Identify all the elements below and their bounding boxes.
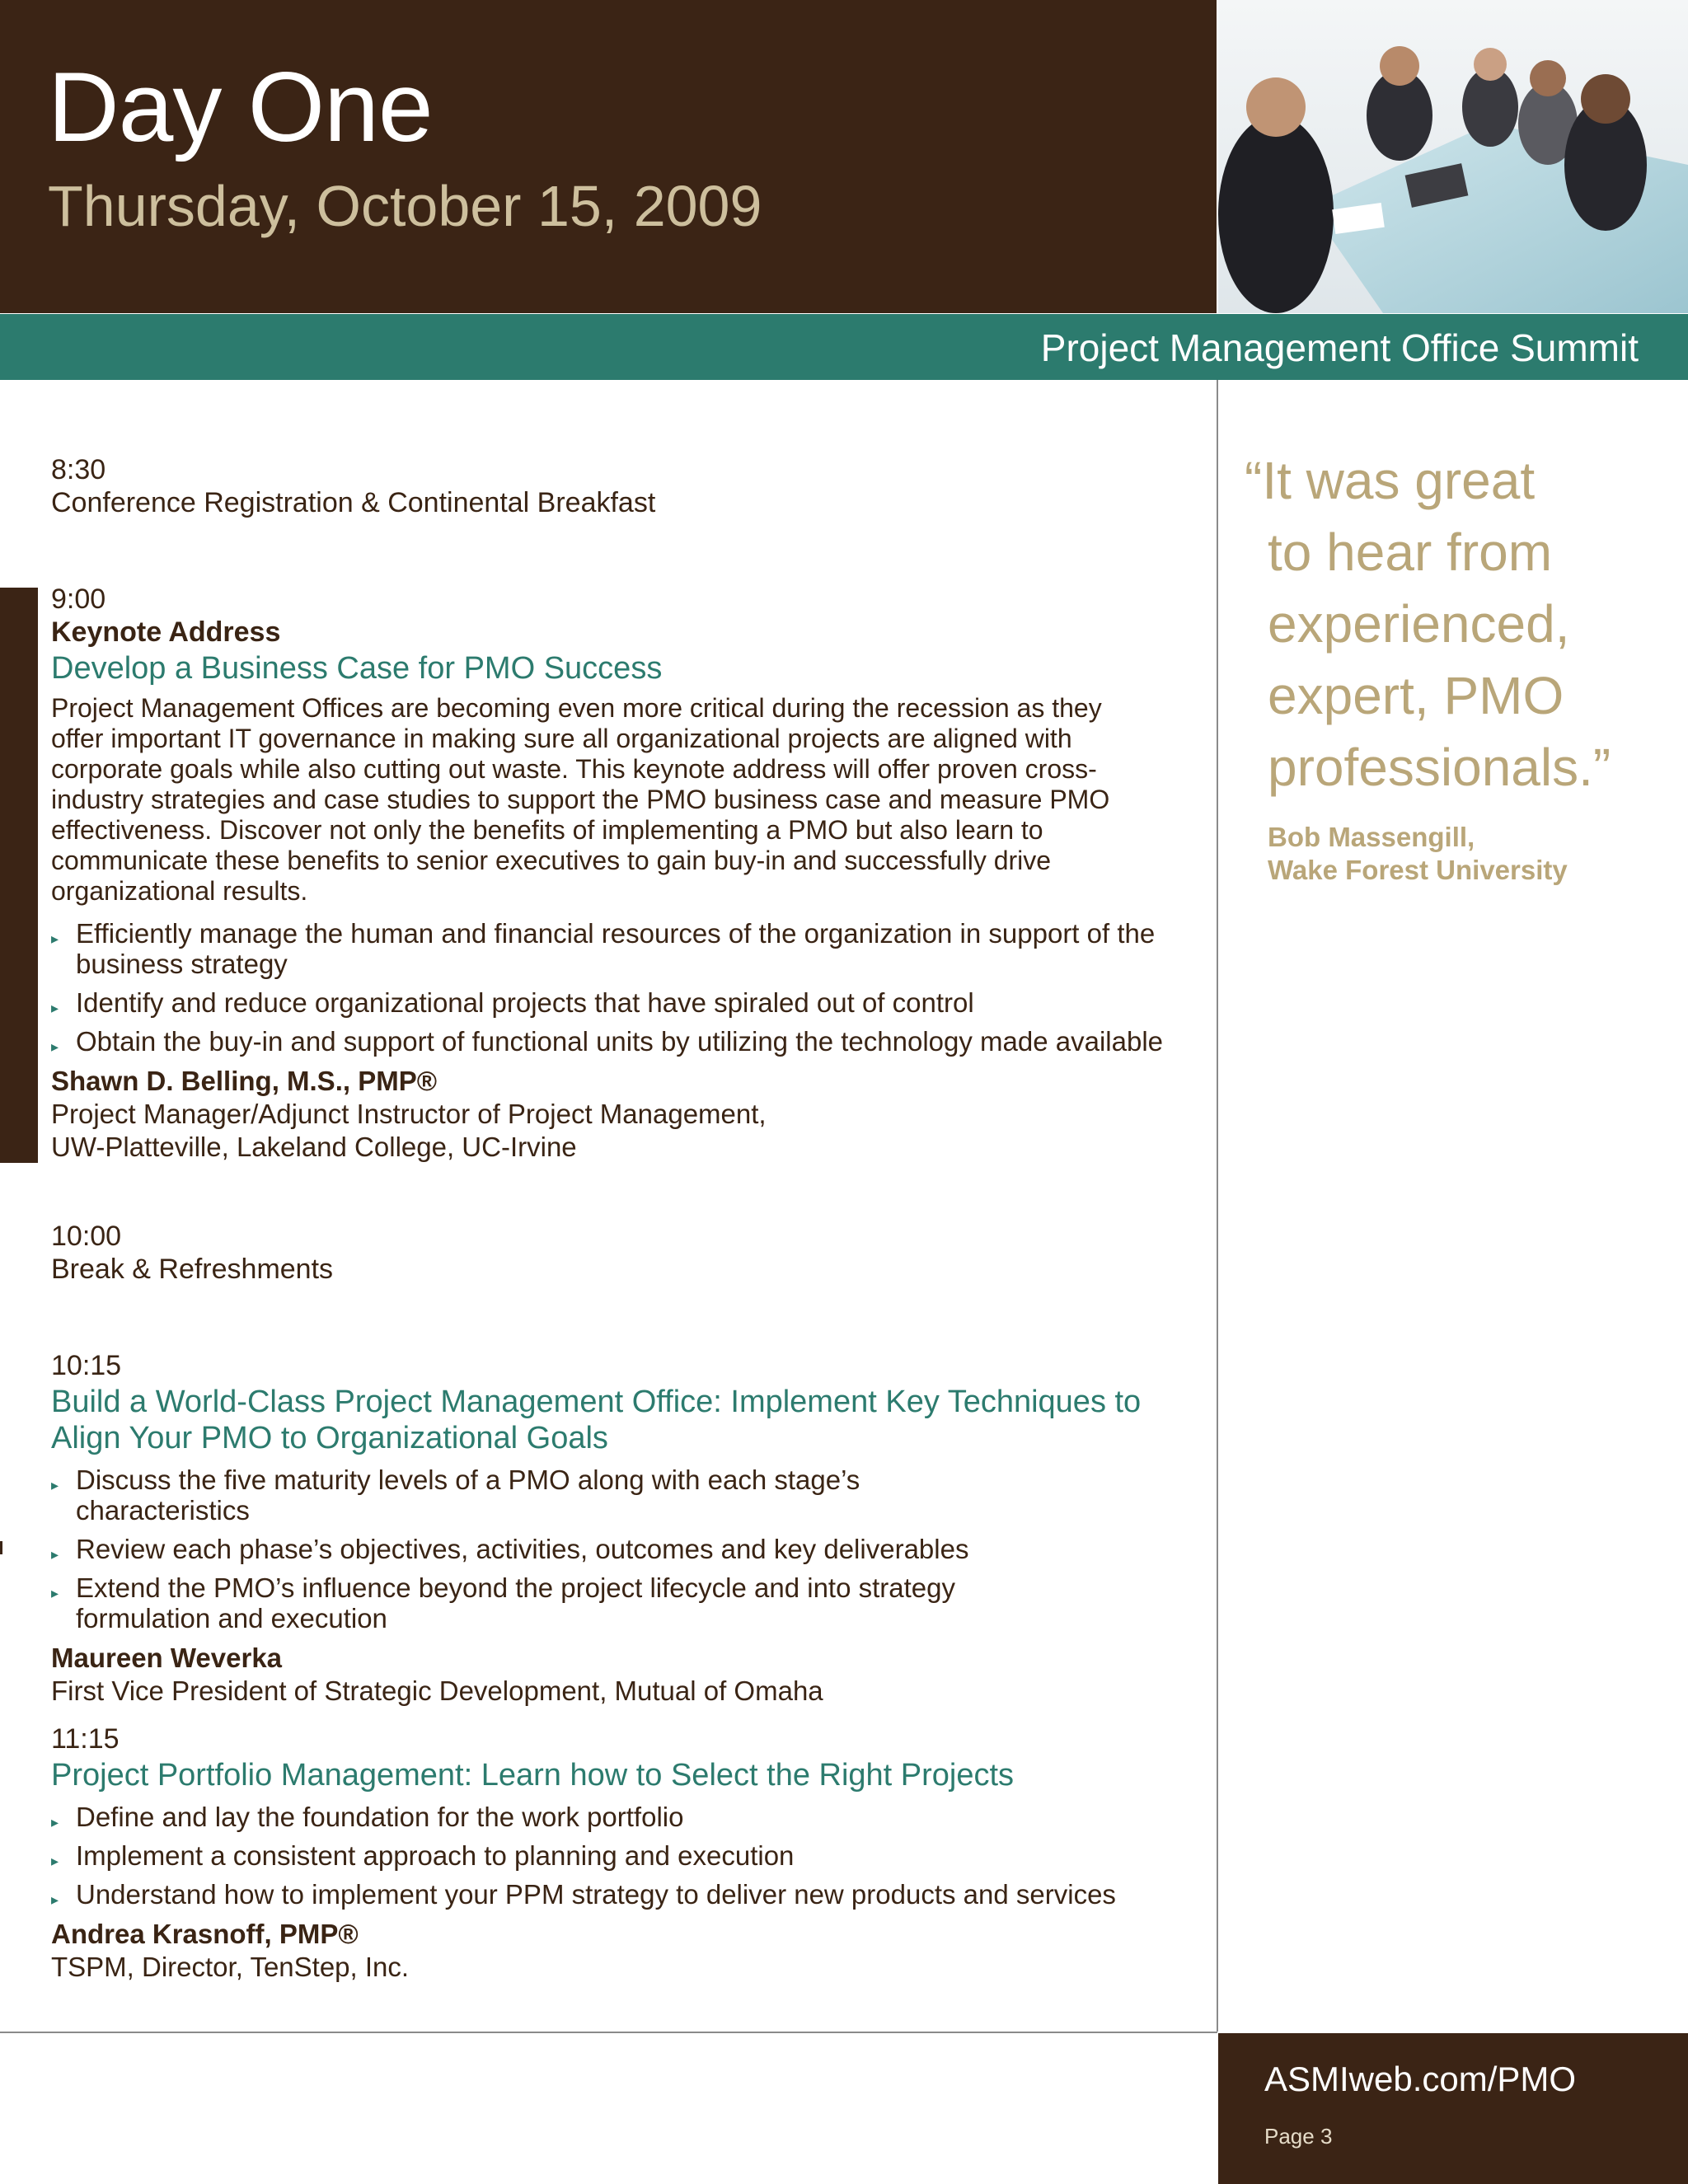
bullet-item: ▸ Efficiently manage the human and financial resources of the organization in support of the business strategy (51, 918, 1156, 979)
triangle-bullet-icon: ▸ (51, 1546, 59, 1563)
quote-line: experienced, (1268, 594, 1570, 654)
triangle-bullet-icon: ▸ (51, 1477, 59, 1493)
session-bullets (51, 1802, 1189, 1910)
session-title: Align Your PMO to Organizational Goals (51, 1421, 608, 1455)
session-time: 10:15 (51, 1350, 122, 1381)
session-time: 9:00 (51, 583, 106, 615)
quote-line: professionals.” (1268, 738, 1611, 797)
summit-banner (0, 314, 1688, 380)
schedule-item-1015 (51, 1349, 1189, 1708)
bullet-item: ▸ Understand how to implement your PPM strategy to deliver new products and services (51, 1879, 1189, 1910)
bullet-item: ▸ Implement a consistent approach to planning and execution (51, 1840, 1189, 1871)
triangle-bullet-icon: ▸ (51, 1585, 59, 1601)
session-time: 10:00 (51, 1221, 122, 1252)
speaker-affiliation: UW-Platteville, Lakeland College, UC-Irvine (51, 1132, 577, 1162)
schedule-item-0830 (51, 453, 1189, 519)
footer-divider (0, 2032, 1217, 2033)
page-number: Page 3 (1264, 2124, 1333, 2149)
footer-box (1218, 2033, 1688, 2184)
speaker-name: Andrea Krasnoff, PMP® (51, 1919, 359, 1949)
triangle-bullet-icon: ▸ (51, 1891, 59, 1908)
session-time: 11:15 (51, 1723, 120, 1755)
speaker-affiliation: Project Manager/Adjunct Instructor of Project Management, (51, 1099, 767, 1129)
quote-organization: Wake Forest University (1268, 855, 1568, 885)
column-divider (1217, 380, 1218, 2032)
bullet-item: ▸ Discuss the five maturity levels of a PMO along with each stage’s characteristics (51, 1465, 860, 1526)
bullet-item: ▸ Define and lay the foundation for the work portfolio (51, 1802, 1189, 1832)
speaker-name: Shawn D. Belling, M.S., PMP® (51, 1066, 438, 1096)
session-text: Break & Refreshments (51, 1254, 334, 1285)
quote-author: Bob Massengill, (1268, 822, 1475, 852)
schedule-item-1000 (51, 1220, 1189, 1286)
day-title: Day One (48, 52, 433, 162)
session-time: 8:30 (51, 454, 106, 485)
session-bullets (51, 918, 1189, 1057)
bullet-item: ▸ Identify and reduce organizational projects that have spiraled out of control (51, 987, 1189, 1018)
pull-quote (1245, 445, 1657, 804)
triangle-bullet-icon: ▸ (51, 1853, 59, 1869)
speaker-name: Maureen Weverka (51, 1643, 283, 1673)
header-band (0, 0, 1217, 313)
schedule-item-1115 (51, 1722, 1189, 1984)
bullet-item: ▸ Obtain the buy-in and support of functional units by utilizing the technology made available (51, 1026, 1189, 1057)
session-title: Project Portfolio Management: Learn how to Select the Right Projects (51, 1758, 1015, 1793)
quote-attribution (1268, 821, 1568, 887)
speaker-affiliation: TSPM, Director, TenStep, Inc. (51, 1952, 410, 1982)
website-link[interactable]: ASMIweb.com/PMO (1264, 2060, 1577, 2098)
session-text: Conference Registration & Continental Breakfast (51, 487, 656, 518)
session-bullets (51, 1465, 991, 1633)
speaker-affiliation: First Vice President of Strategic Development, Mutual of Omaha (51, 1675, 823, 1706)
session-description: Project Management Offices are becoming even more critical during the recession as they offer important IT governance in making sure all organizational projects are aligned with corporate goals while also cutting out waste. This keynote address will offer proven cross-industry strategies and case studies to support the PMO business case and measure PMO effectiveness. Discover not only the benefits of implementing a PMO but also learn to communicate these benefits to senior executives to gain buy-in and successfully drive organizational results. (51, 693, 1110, 906)
quote-line: “It was great (1245, 451, 1536, 510)
margin-tick (0, 1541, 2, 1554)
meeting-photo (1218, 0, 1688, 313)
keynote-accent-bar (0, 588, 38, 1163)
triangle-bullet-icon: ▸ (51, 930, 59, 947)
session-title: Develop a Business Case for PMO Success (51, 651, 663, 686)
bullet-item: ▸ Review each phase’s objectives, activities, outcomes and key deliverables (51, 1534, 991, 1564)
triangle-bullet-icon: ▸ (51, 1814, 59, 1830)
session-label: Keynote Address (51, 616, 281, 648)
schedule-item-0900 (51, 583, 1189, 1164)
quote-line: expert, PMO (1268, 666, 1564, 725)
session-title: Build a World-Class Project Management Office: Implement Key Techniques to (51, 1385, 1142, 1419)
day-date: Thursday, October 15, 2009 (48, 174, 762, 238)
triangle-bullet-icon: ▸ (51, 1000, 59, 1016)
triangle-bullet-icon: ▸ (51, 1038, 59, 1055)
quote-line: to hear from (1268, 523, 1553, 582)
bullet-item: ▸ Extend the PMO’s influence beyond the project lifecycle and into strategy formulation and execution (51, 1572, 956, 1633)
summit-title: Project Management Office Summit (1040, 326, 1639, 369)
